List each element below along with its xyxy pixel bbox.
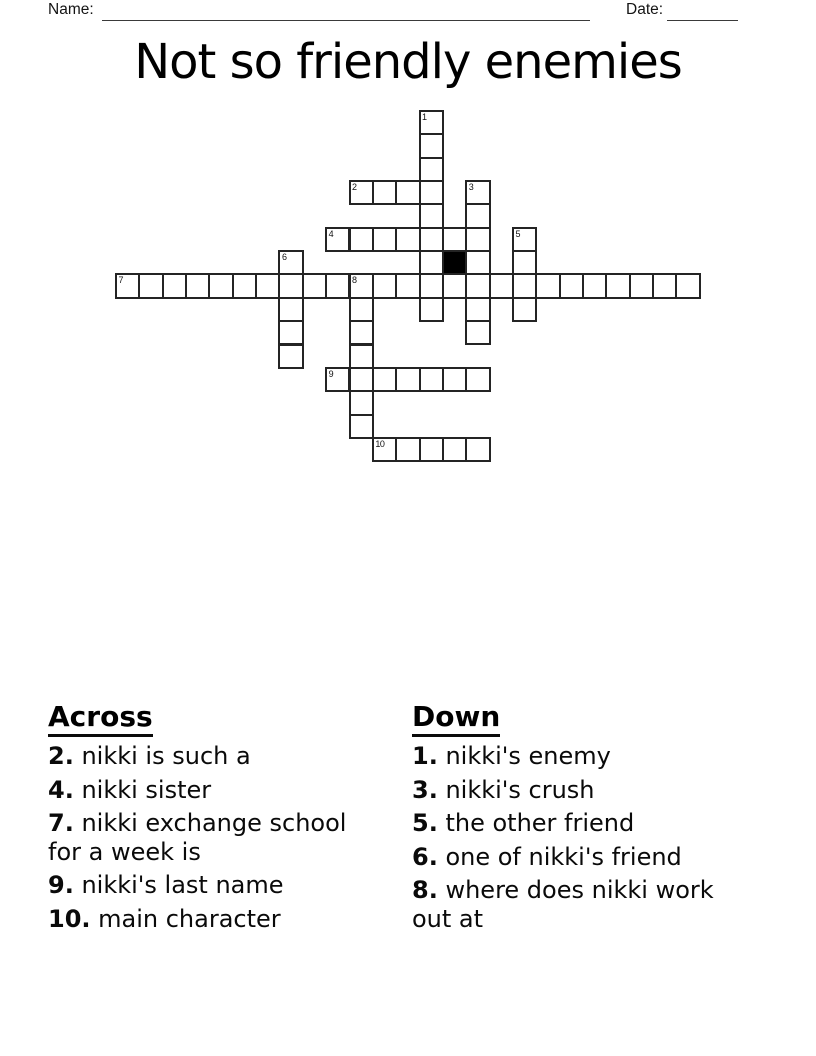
- clue-item: [48, 776, 382, 805]
- grid-cell: [372, 273, 397, 298]
- grid-cell: [419, 250, 444, 275]
- grid-cell: [605, 273, 630, 298]
- clue-number: 8.: [412, 876, 438, 904]
- down-clue-list: [412, 742, 746, 933]
- grid-cell: [652, 273, 677, 298]
- clue-text: nikki's last name: [73, 871, 284, 899]
- clue-number: 6.: [412, 842, 438, 871]
- grid-cell: [419, 273, 444, 298]
- grid-cell-number: 10: [375, 438, 385, 449]
- grid-cell: [465, 180, 490, 205]
- grid-cell: [442, 273, 467, 298]
- grid-cell: [349, 227, 374, 252]
- clue-item: [48, 871, 382, 900]
- grid-cell: [349, 414, 374, 439]
- down-header: [412, 700, 746, 733]
- grid-cell: [349, 180, 374, 205]
- grid-cell: [629, 273, 654, 298]
- grid-cell: [419, 203, 444, 228]
- grid-cell-number: 5: [515, 228, 520, 239]
- clue-item: [412, 843, 746, 872]
- clue-text: nikki sister: [73, 775, 212, 804]
- clue-text: the other friend: [437, 809, 635, 837]
- clue-text: main character: [90, 904, 281, 933]
- clue-item: [48, 742, 382, 771]
- grid-cell: [208, 273, 233, 298]
- grid-cell: [325, 273, 350, 298]
- grid-cell: [232, 273, 257, 298]
- grid-cell: [419, 110, 444, 135]
- across-header-text: Across: [48, 700, 153, 737]
- clue-item: [412, 876, 746, 933]
- page-title: Not so friendly enemies: [134, 34, 682, 90]
- grid-cell: [372, 180, 397, 205]
- clue-item: [48, 905, 382, 934]
- clue-item: [412, 809, 746, 838]
- grid-cell: [512, 227, 537, 252]
- grid-cell: [255, 273, 280, 298]
- grid-cell: [395, 273, 420, 298]
- grid-cell-number: 8: [352, 275, 357, 286]
- clue-text: nikki's crush: [437, 775, 595, 804]
- grid-cell: [419, 180, 444, 205]
- across-clue-list: [48, 742, 382, 933]
- grid-cell: [372, 437, 397, 462]
- grid-cell: [419, 437, 444, 462]
- grid-cell: [115, 273, 140, 298]
- grid-cell: [675, 273, 700, 298]
- grid-cell-number: 4: [328, 228, 334, 239]
- grid-cell: [419, 367, 444, 392]
- clue-item: [412, 776, 746, 805]
- grid-cell: [278, 273, 303, 298]
- grid-cell: [185, 273, 210, 298]
- grid-cell: [465, 250, 490, 275]
- clue-number: 4.: [48, 775, 74, 804]
- grid-cell: [372, 367, 397, 392]
- grid-cell: [489, 273, 514, 298]
- grid-cell-number: 3: [468, 182, 474, 193]
- grid-cell: [465, 437, 490, 462]
- grid-cell: [395, 437, 420, 462]
- clue-item: [48, 809, 382, 866]
- grid-cell: [442, 367, 467, 392]
- grid-cell: [349, 297, 374, 322]
- grid-cell: [419, 227, 444, 252]
- grid-cell-number: 7: [118, 275, 124, 286]
- grid-cell: [395, 180, 420, 205]
- across-section: [48, 700, 382, 938]
- clue-number: 7.: [48, 809, 74, 837]
- grid-cell: [278, 344, 303, 369]
- grid-cell: [372, 227, 397, 252]
- grid-cell: [278, 297, 303, 322]
- grid-cell: [582, 273, 607, 298]
- grid-cell-number: 2: [352, 182, 357, 193]
- clue-text: where does nikki work out at: [412, 876, 714, 933]
- grid-cell: [349, 320, 374, 345]
- grid-cell: [512, 273, 537, 298]
- grid-cell: [419, 157, 444, 182]
- grid-cell: [465, 227, 490, 252]
- grid-cell: [395, 227, 420, 252]
- grid-cell: [465, 367, 490, 392]
- across-header: [48, 700, 382, 733]
- clue-number: 10.: [48, 904, 91, 933]
- grid-cell: [325, 367, 350, 392]
- name-label: Name:: [48, 1, 94, 18]
- date-label: Date:: [626, 1, 664, 18]
- grid-cell: [349, 390, 374, 415]
- grid-cell: [302, 273, 327, 298]
- grid-cell: [535, 273, 560, 298]
- clue-number: 3.: [412, 775, 438, 804]
- grid-cell: [442, 227, 467, 252]
- grid-cell: [419, 297, 444, 322]
- grid-cell: [349, 273, 374, 298]
- clue-number: 9.: [48, 871, 74, 899]
- grid-cell-number: 9: [328, 368, 334, 379]
- grid-cell: [349, 367, 374, 392]
- grid-cell: [442, 437, 467, 462]
- grid-cell: [278, 320, 303, 345]
- grid-cell: [138, 273, 163, 298]
- grid-cell-number: 1: [422, 112, 427, 122]
- grid-cell: [349, 344, 374, 369]
- grid-cell: [419, 133, 444, 158]
- grid-cell: [465, 320, 490, 345]
- down-section: [412, 700, 746, 938]
- clue-number: 1.: [412, 742, 438, 770]
- grid-cell: [512, 250, 537, 275]
- clue-number: 5.: [412, 809, 438, 837]
- clue-text: nikki is such a: [73, 742, 251, 770]
- grid-cell: [325, 227, 350, 252]
- clue-item: [412, 742, 746, 771]
- grid-cell: [278, 250, 303, 275]
- down-header-text: Down: [412, 700, 500, 737]
- grid-cell-number: 6: [281, 252, 287, 263]
- clue-text: one of nikki's friend: [437, 842, 682, 871]
- black-cell: [442, 250, 467, 275]
- clue-number: 2.: [48, 742, 74, 770]
- grid-cell: [465, 203, 490, 228]
- clue-text: nikki's enemy: [437, 742, 611, 770]
- grid-cell: [465, 273, 490, 298]
- grid-cell: [559, 273, 584, 298]
- grid-cell: [465, 297, 490, 322]
- grid-cell: [395, 367, 420, 392]
- grid-cell: [162, 273, 187, 298]
- clue-text: nikki exchange school for a week is: [48, 809, 347, 866]
- grid-cell: [512, 297, 537, 322]
